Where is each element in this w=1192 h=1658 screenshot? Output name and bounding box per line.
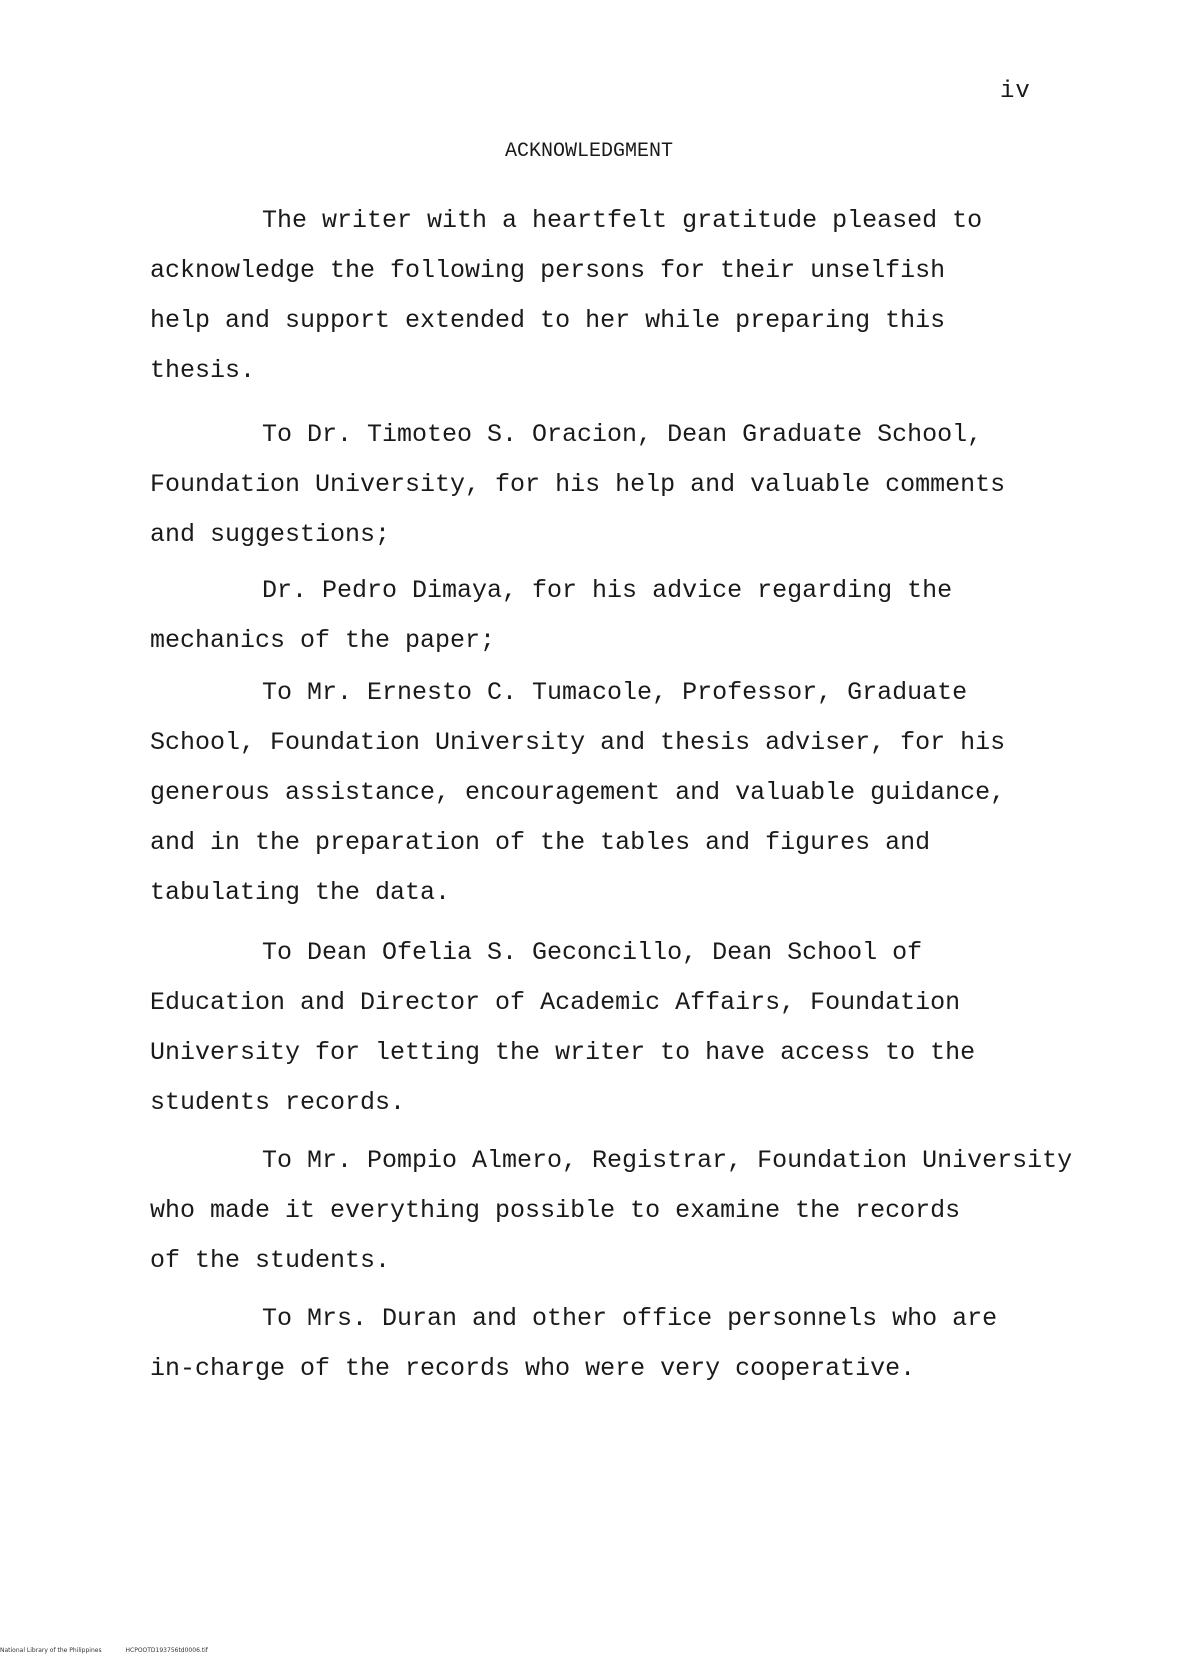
text-line: To Mrs. Duran and other office personnels who are — [262, 1304, 998, 1333]
text-line: of the students. — [150, 1246, 391, 1275]
text-line: School, Foundation University and thesis adviser, for his — [150, 728, 1006, 757]
text-line: who made it everything possible to examine the records — [150, 1196, 961, 1225]
text-line: Foundation University, for his help and valuable comments — [150, 470, 1006, 499]
text-line: To Dr. Timoteo S. Oracion, Dean Graduate School, — [262, 420, 983, 449]
text-line: students records. — [150, 1088, 406, 1117]
text-line: thesis. — [150, 356, 256, 385]
text-line: acknowledge the following persons for their unselfish — [150, 256, 946, 285]
paragraph-dimaya — [150, 566, 1130, 666]
text-line: generous assistance, encouragement and valuable guidance, — [150, 778, 1006, 807]
paragraph-almero — [150, 1136, 1130, 1286]
scan-footer — [0, 1647, 230, 1654]
paragraph-intro — [150, 196, 1130, 396]
paragraph-tumacole — [150, 668, 1130, 918]
paragraph-oracion — [150, 410, 1130, 560]
text-line: Education and Director of Academic Affairs, Foundation — [150, 988, 961, 1017]
text-line: help and support extended to her while preparing this — [150, 306, 946, 335]
paragraph-duran — [150, 1294, 1130, 1394]
page-number: iv — [1000, 78, 1031, 105]
text-line: and suggestions; — [150, 520, 391, 549]
text-line: To Dean Ofelia S. Geconcillo, Dean School of — [262, 938, 923, 967]
page-title: ACKNOWLEDGMENT — [505, 140, 674, 163]
text-line: tabulating the data. — [150, 878, 451, 907]
footer-library: National Library of the Philippines — [0, 1647, 102, 1654]
text-line: and in the preparation of the tables and figures and — [150, 828, 931, 857]
text-line: To Mr. Ernesto C. Tumacole, Professor, Graduate — [262, 678, 968, 707]
text-line: The writer with a heartfelt gratitude pleased to — [262, 206, 983, 235]
text-line: mechanics of the paper; — [150, 626, 496, 655]
text-line: University for letting the writer to have access to the — [150, 1038, 976, 1067]
text-line: Dr. Pedro Dimaya, for his advice regarding the — [262, 576, 953, 605]
footer-file-id: HCPOOTD193756td0006.tif — [125, 1647, 208, 1654]
paragraph-geconcillo — [150, 928, 1130, 1128]
text-line: To Mr. Pompio Almero, Registrar, Foundation University — [262, 1146, 1073, 1175]
text-line: in-charge of the records who were very cooperative. — [150, 1354, 916, 1383]
